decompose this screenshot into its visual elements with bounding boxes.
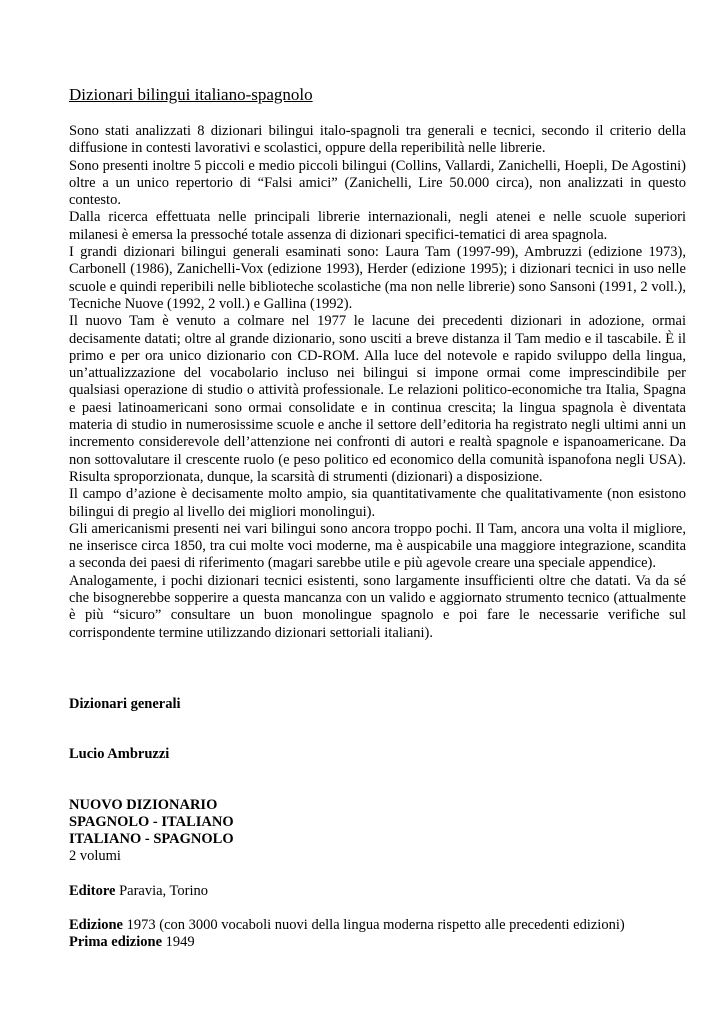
body-text — [69, 123, 686, 642]
document-title: Dizionari bilingui italiano-spagnolo — [69, 85, 313, 104]
paragraph: Sono presenti inoltre 5 piccoli e medio piccoli bilingui (Collins, Vallardi, Zanichelli, Hoepli, De Agostini) oltre a un unico repertorio di “Falsi amici” (Zanichelli, Lire 50.000 circa), non analizzati in questo contesto. — [69, 157, 686, 209]
paragraph: Gli americanismi presenti nei vari bilingui sono ancora troppo pochi. Il Tam, ancora una volta il migliore, ne inserisce circa 1850, tra cui molte voci moderne, ma è auspicabile una maggiore integrazione, scandita a seconda dei paesi di riferimento (magari sarebbe utile e più agevole creare una speciale appendice). — [69, 520, 686, 572]
entry-publisher — [69, 883, 686, 900]
edition-label: Edizione — [69, 916, 123, 933]
paragraph: I grandi dizionari bilingui generali esaminati sono: Laura Tam (1997-99), Ambruzzi (edizione 1973), Carbonell (1986), Zanichelli-Vox (edizione 1993), Herder (edizione 1995); i dizionari tecnici in uso nelle scuole e quindi reperibili nelle biblioteche scolastiche (ma non nelle librerie) sono Sansoni (1991, 2 voll.), Tecniche Nuove (1992, 2 voll.) e Gallina (1992). — [69, 244, 686, 312]
document-page — [69, 85, 686, 952]
paragraph: Sono stati analizzati 8 dizionari bilingui italo-spagnoli tra generali e tecnici, secondo il criterio della diffusione in contesti lavorativi e scolastici, oppure della reperibilità nelle librerie. — [69, 123, 686, 157]
section-heading: Dizionari generali — [69, 695, 181, 712]
paragraph: Dalla ricerca effettuata nelle principali librerie internazionali, negli atenei e nelle scuole superiori milanesi è emersa la pressoché totale assenza di dizionari specifici-tematici di area spagnola. — [69, 209, 686, 243]
entry-volumes: 2 volumi — [69, 848, 121, 865]
first-edition-label: Prima edizione — [69, 934, 163, 951]
publisher-value: Paravia, Torino — [119, 882, 208, 899]
entry-author: Lucio Ambruzzi — [69, 746, 170, 763]
entry-title-line: SPAGNOLO - ITALIANO — [69, 813, 234, 830]
paragraph: Analogamente, i pochi dizionari tecnici esistenti, sono largamente insufficienti oltre che datati. Va da sé che bisognerebbe sopperire a questa mancanza con un valido e aggiornato strumento tecnico (attualmente è più “sicuro” consultare un buon monolingue spagnolo e poi fare le necessarie verifiche sul corrispondente termine utilizzando dizionari settoriali italiani). — [69, 572, 686, 641]
entry-title-line: ITALIANO - SPAGNOLO — [69, 831, 234, 848]
paragraph: Il nuovo Tam è venuto a colmare nel 1977 le lacune dei precedenti dizionari in adozione, ormai decisamente datati; oltre al grande dizionario, sono usciti a breve distanza il Tam medio e il tascabile. È il primo e per ora unico dizionario con CD-ROM. Alla luce del notevole e rapido sviluppo della lingua, un’attualizzazione del vocabolario incluso nei bilingui si impone ormai come imprescindibile per qualsiasi operazione di studio o attività professionale. Le relazioni politico-economiche tra Italia, Spagna e paesi latinoamericani sono ormai consolidate e in continua crescita; la lingua spagnola è diventata materia di studio in numerosissime scuole e anche il settore dell’editoria ha registrato negli ultimi anni un incremento considerevole dell’attenzione nei confronti di autori e realtà spagnole e ispanoamericane. Da non sottovalutare il crescente ruolo (e peso politico ed economico della comunità ispanofona negli USA). Risulta sproporzionata, dunque, la scarsità di strumenti (dizionari) a disposizione. — [69, 313, 686, 485]
entry-title-line: NUOVO DIZIONARIO — [69, 796, 218, 813]
first-edition-value: 1949 — [165, 934, 195, 951]
paragraph: Il campo d’azione è decisamente molto ampio, sia quantitativamente che qualitativamente (non esistono bilingui di pregio al livello dei migliori monolingui). — [69, 486, 686, 520]
publisher-label: Editore — [69, 882, 116, 899]
entry-edition — [69, 917, 686, 934]
edition-value: 1973 (con 3000 vocaboli nuovi della lingua moderna rispetto alle precedenti edizioni) — [126, 916, 625, 933]
entry-first-edition — [69, 934, 686, 951]
